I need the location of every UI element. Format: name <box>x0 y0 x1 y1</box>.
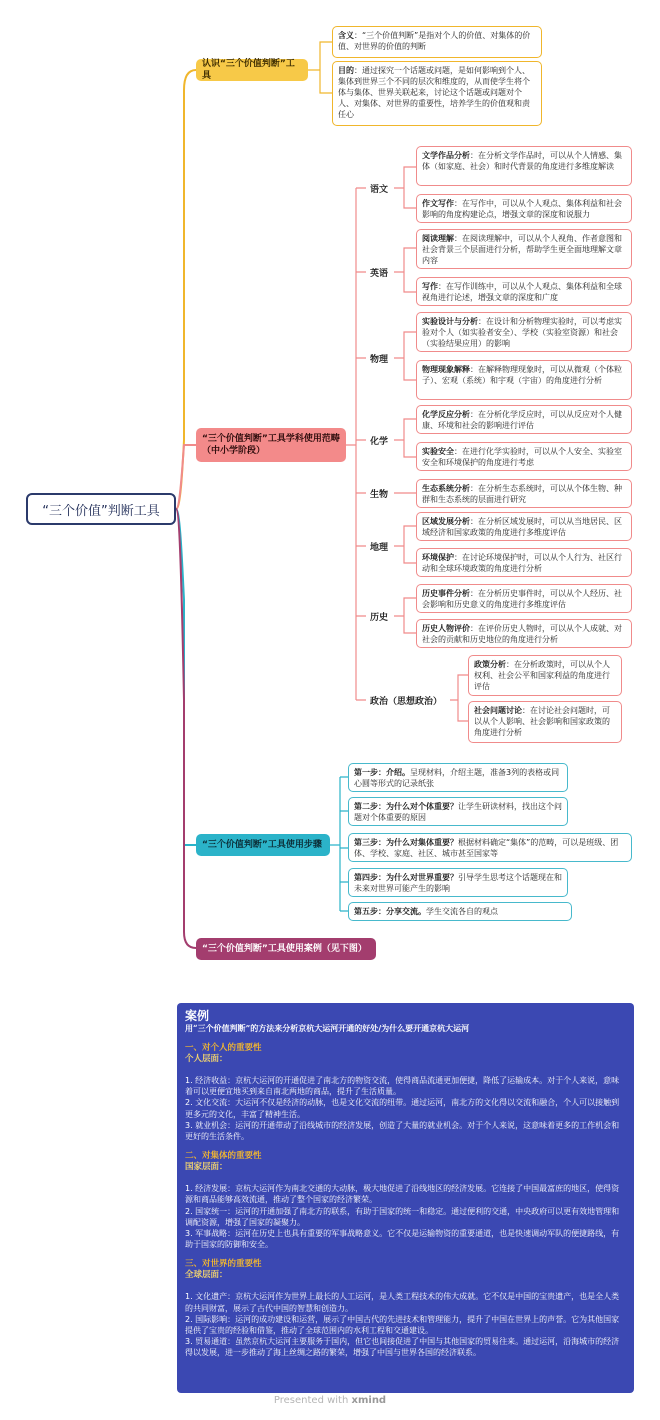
case-paragraph: 1. 经济发展：京杭大运河作为南北交通的大动脉，极大地促进了沿线地区的经济发展。它连接了中国最富庶的地区，使得资源和商品能够高效流通，推动了整个国家的经济繁荣。 <box>185 1184 620 1205</box>
item-text: ：在分析区域发展时，可以从当地居民、区域经济和国家政策的角度进行多维度评估 <box>422 517 622 537</box>
item-label: 写作 <box>422 282 438 291</box>
step-text: 呈现材料，介绍主题，准备3列的表格或同心圆等形式的记录纸张 <box>354 768 560 788</box>
subject-english[interactable]: 英语 <box>370 269 389 279</box>
item-chemical-reaction[interactable] <box>416 405 632 434</box>
subject-geography[interactable]: 地理 <box>370 543 389 553</box>
item-text: ：在分析生态系统时，可以从个体生物、种群和生态系统的层面进行研究 <box>422 484 622 504</box>
case-section-collective-sub: 国家层面： <box>185 1162 228 1173</box>
step-4[interactable] <box>348 868 568 897</box>
case-paragraph: 2. 国际影响：运河的成功建设和运营，展示了中国古代的先进技术和管理能力，提升了中国在世界上的声誉。它为其他国家提供了宝贵的经验和借鉴，推动了全球范围内的水利工程和交通建设。 <box>185 1314 620 1336</box>
item-experiment-design[interactable] <box>416 312 632 352</box>
root-node[interactable] <box>26 493 176 525</box>
item-label: 化学反应分析 <box>422 410 470 419</box>
item-label: 作文写作 <box>422 199 454 208</box>
case-paragraph: 1. 经济收益：京杭大运河的开通促进了南北方的物资交流，使得商品流通更加便捷，降低了运输成本。对于个人来说，意味着可以更便宜地买到来自南北两地的商品，提升了生活质量。 <box>185 1076 620 1097</box>
subject-chinese[interactable]: 语文 <box>370 185 389 195</box>
step-label: 第五步：分享交流。 <box>354 907 426 916</box>
meaning-text: ：“三个价值判断”是指对个人的价值、对集体的价值、对世界的价值的判断 <box>338 31 531 51</box>
item-regional-development[interactable] <box>416 512 632 541</box>
goal-label: 目的 <box>338 66 354 75</box>
step-text: 让学生研读材料，找出这个问题对个体重要的原因 <box>354 802 562 822</box>
item-label: 实验设计与分析 <box>422 317 478 326</box>
case-paragraph: 3. 军事战略：运河在历史上也具有重要的军事战略意义。它不仅是运输物资的重要通道，也是快速调动军队的便捷路线，有助于国家的防御和安全。 <box>185 1229 620 1250</box>
item-lab-safety[interactable] <box>416 442 632 471</box>
item-social-issues[interactable] <box>468 701 622 743</box>
item-label: 政策分析 <box>474 660 506 669</box>
case-section-world-title: 三、对世界的重要性 <box>185 1259 262 1270</box>
item-text: ：在解释物理现象时，可以从微观（个体粒子）、宏观（系统）和宇观（宇宙）的角度进行分析 <box>422 365 622 385</box>
item-text: ：在分析化学反应时，可以从反应对个人健康、环境和社会的影响进行评估 <box>422 410 622 430</box>
subject-biology[interactable]: 生物 <box>370 490 389 500</box>
step-text: 根据材料确定“集体”的范畴，可以是班级、团体、学校、家庭、社区、城市甚至国家等 <box>354 838 619 858</box>
branch-scope-label: “三个价值判断”工具学科使用范畴（中小学阶段） <box>202 434 340 456</box>
goal-text: ：通过探究一个话题或问题，是如何影响到个人、集体到世界三个不同的层次和维度的，从而使学生将个体与集体、世界关联起来，讨论这个话题或问题对个人、对集体、对世界的重要性，培养学生的价值观和责任心 <box>338 66 530 119</box>
item-text: ：在写作中，可以从个人观点、集体利益和社会影响的角度构建论点，增强文章的深度和说服力 <box>422 199 622 219</box>
subject-politics[interactable]: 政治（思想政治） <box>370 697 443 707</box>
item-text: ：在分析政策时，可以从个人权利、社会公平和国家利益的角度进行评估 <box>474 660 610 691</box>
item-composition[interactable] <box>416 194 632 223</box>
item-policy-analysis[interactable] <box>468 655 622 696</box>
step-3[interactable] <box>348 833 632 862</box>
case-paragraph: 3. 就业机会：运河的开通带动了沿线城市的经济发展，创造了大量的就业机会。对于个人来说，这意味着更多的工作机会和更好的生活条件。 <box>185 1120 620 1142</box>
item-label: 历史事件分析 <box>422 589 470 598</box>
step-label: 第二步：为什么对个体重要？ <box>354 802 458 811</box>
case-panel <box>177 1003 634 1393</box>
case-paragraph: 1. 文化遗产：京杭大运河作为世界上最长的人工运河，是人类工程技术的伟大成就。它不仅是中国的宝贵遗产，也是全人类的共同财富，展示了古代中国的智慧和创造力。 <box>185 1292 620 1313</box>
item-label: 环境保护 <box>422 553 454 562</box>
know-meaning-node[interactable] <box>332 26 542 58</box>
case-paragraph: 3. 贸易通道：虽然京杭大运河主要服务于国内，但它也间接促进了中国与其他国家的贸易往来。通过运河，沿海城市的经济得以发展，进一步推动了海上丝绸之路的繁荣，增强了中国与世界各国的经济联系。 <box>185 1337 620 1358</box>
item-label: 阅读理解 <box>422 234 454 243</box>
subject-chemistry[interactable]: 化学 <box>370 437 389 447</box>
item-text: ：在分析文学作品时，可以从个人情感、集体（如家庭、社会）和时代背景的角度进行多维度解读 <box>422 151 622 171</box>
item-text: ：在讨论环境保护时，可以从个人行为、社区行动和全球环境政策的角度进行分析 <box>422 553 622 573</box>
item-writing[interactable] <box>416 277 632 306</box>
item-label: 区域发展分析 <box>422 517 470 526</box>
item-reading[interactable] <box>416 229 632 269</box>
case-section-individual-title: 一、对个人的重要性 <box>185 1043 262 1053</box>
item-history-figure[interactable] <box>416 619 632 648</box>
step-1[interactable] <box>348 763 568 792</box>
case-section-world-sub: 全球层面： <box>185 1270 228 1281</box>
meaning-label: 含义 <box>338 31 354 40</box>
footer-brand: xmind <box>351 1395 387 1406</box>
item-label: 生态系统分析 <box>422 484 470 493</box>
step-text: 学生交流各自的观点 <box>426 907 498 916</box>
subject-history[interactable]: 历史 <box>370 613 389 623</box>
branch-steps[interactable] <box>196 834 330 856</box>
branch-scope[interactable] <box>196 428 346 462</box>
item-label: 社会问题讨论 <box>474 706 522 715</box>
footer-presented: Presented with <box>273 1395 349 1406</box>
item-text: ：在分析历史事件时，可以从个人经历、社会影响和历史意义的角度进行多维度评估 <box>422 589 622 609</box>
item-history-event[interactable] <box>416 584 632 613</box>
case-paragraph: 2. 国家统一：运河的开通加强了南北方的联系，有助于国家的统一和稳定。通过便利的交通，中央政府可以更有效地管理和调配资源，增强了国家的凝聚力。 <box>185 1206 620 1227</box>
root-label: “三个价值”判断工具 <box>42 503 160 519</box>
subject-physics[interactable]: 物理 <box>370 355 389 365</box>
item-literature-analysis[interactable] <box>416 146 632 186</box>
item-text: ：在进行化学实验时，可以从个人安全、实验室安全和环境保护的角度进行考虑 <box>422 447 622 467</box>
item-text: ：在讨论社会问题时，可以从个人影响、社会影响和国家政策的角度进行分析 <box>474 706 610 737</box>
footer-watermark <box>0 1395 660 1406</box>
step-5[interactable] <box>348 902 572 921</box>
branch-cases-label: “三个价值判断”工具使用案例（见下图） <box>202 944 367 954</box>
item-text: ：在评价历史人物时，可以从个人成就、对社会的贡献和历史地位的角度进行分析 <box>422 624 622 644</box>
branch-cases[interactable] <box>196 938 376 960</box>
step-label: 第三步：为什么对集体重要？ <box>354 838 458 847</box>
case-title: 案例 <box>185 1009 210 1023</box>
step-label: 第四步：为什么对世界重要？ <box>354 873 458 882</box>
know-goal-node[interactable] <box>332 61 542 126</box>
item-text: ：在设计和分析物理实验时，可以考虑实验对个人（如实验者安全）、学校（实验室资源）和社会（实验结果应用）的影响 <box>422 317 622 348</box>
branch-know-label: 认识“三个价值判断”工具 <box>202 59 295 81</box>
item-label: 实验安全 <box>422 447 454 456</box>
step-label: 第一步：介绍。 <box>354 768 410 777</box>
branch-steps-label: “三个价值判断”工具使用步骤 <box>202 840 322 850</box>
item-label: 历史人物评价 <box>422 624 470 633</box>
item-text: ：在写作训练中，可以从个人观点、集体利益和全球视角进行论述，增强文章的深度和广度 <box>422 282 622 302</box>
item-label: 文学作品分析 <box>422 151 470 160</box>
case-subtitle: 用“三个价值判断”的方法来分析京杭大运河开通的好处/为什么要开通京杭大运河 <box>185 1023 470 1033</box>
case-section-individual-sub: 个人层面： <box>185 1054 228 1064</box>
case-section-collective-title: 二、对集体的重要性 <box>185 1151 262 1162</box>
item-label: 物理现象解释 <box>422 365 470 374</box>
step-2[interactable] <box>348 797 568 826</box>
item-ecosystem[interactable] <box>416 479 632 508</box>
case-paragraph: 2. 文化交流：大运河不仅是经济的动脉，也是文化交流的纽带。通过运河，南北方的文化得以交流和融合，个人可以接触到更多元的文化，丰富了精神生活。 <box>185 1098 620 1119</box>
step-text: 引导学生思考这个话题现在和未来对世界可能产生的影响 <box>354 873 562 893</box>
branch-know[interactable] <box>196 59 308 81</box>
item-physics-phenomena[interactable] <box>416 360 632 400</box>
item-environment[interactable] <box>416 548 632 577</box>
item-text: ：在阅读理解中，可以从个人视角、作者意图和社会背景三个层面进行分析，帮助学生更全面地理解文章内容 <box>422 234 622 265</box>
